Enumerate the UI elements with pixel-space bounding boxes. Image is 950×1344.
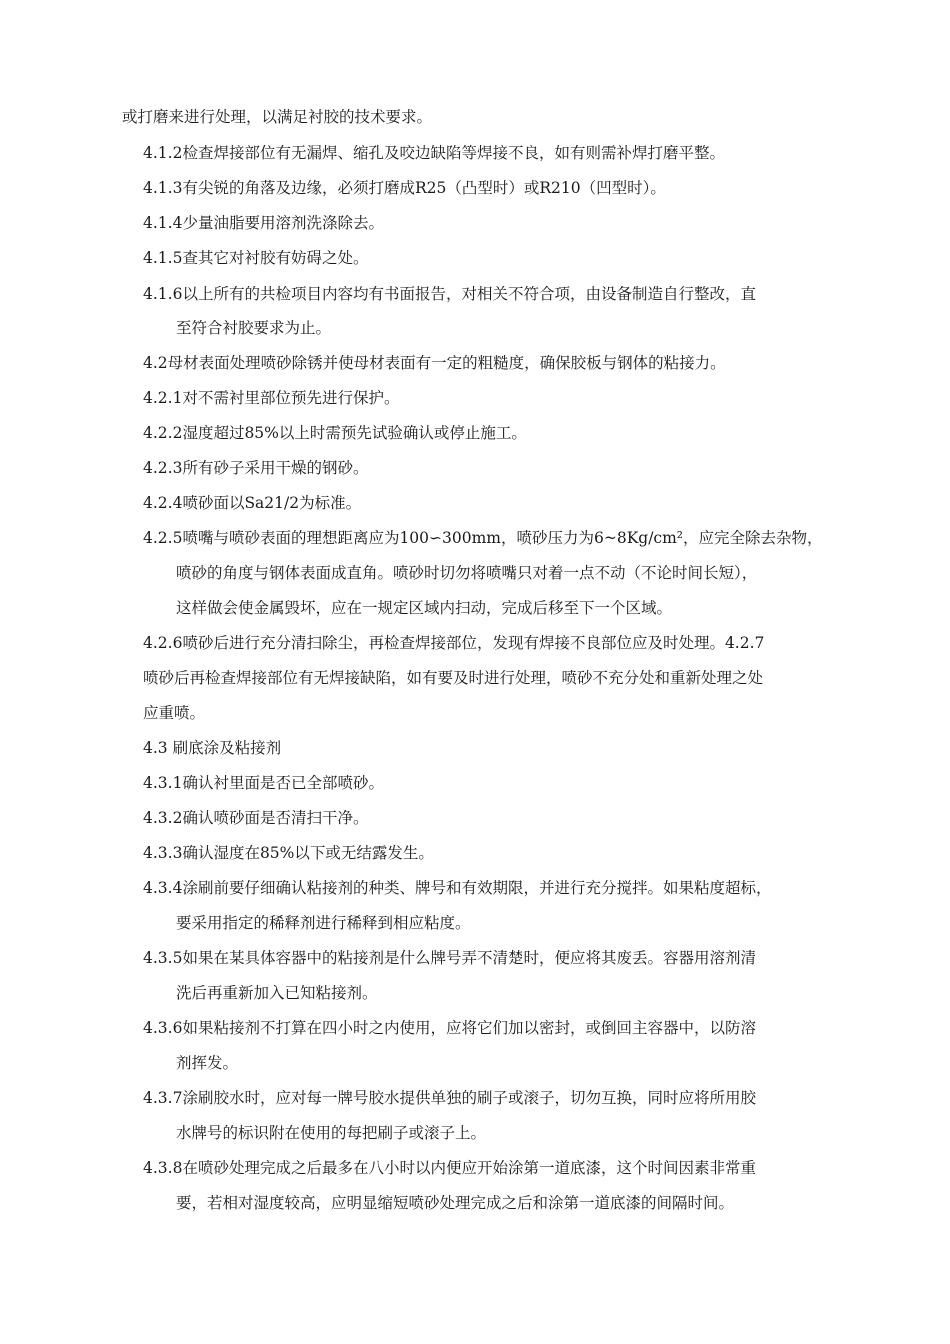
text-line: 4.2.6喷砂后进行充分清扫除尘，再检查焊接部位，发现有焊接不良部位应及时处理。4.2.7 xyxy=(143,634,765,652)
text-line: 喷砂后再检查焊接部位有无焊接缺陷，如有要及时进行处理，喷砂不充分处和重新处理之处 xyxy=(143,669,764,687)
text-line: 要采用指定的稀释剂进行稀释到相应粘度。 xyxy=(176,914,471,932)
text-line: 4.3.4涂刷前要仔细确认粘接剂的种类、牌号和有效期限，并进行充分搅拌。如果粘度超标， xyxy=(143,879,772,897)
text-line: 4.3.3确认湿度在85%以下或无结露发生。 xyxy=(143,844,434,862)
text-line: 或打磨来进行处理，以满足衬胶的技术要求。 xyxy=(122,108,433,126)
text-line: 4.1.3有尖锐的角落及边缘，必须打磨成R25（凸型时）或R210（凹型时）。 xyxy=(143,179,666,197)
text-line: 喷砂的角度与钢体表面成直角。喷砂时切勿将喷嘴只对着一点不动（不论时间长短）， xyxy=(176,564,758,582)
text-line: 4.1.4少量油脂要用溶剂洗涤除去。 xyxy=(143,214,384,232)
text-line: 4.1.5查其它对衬胶有妨碍之处。 xyxy=(143,249,369,267)
section-heading: 4.3 刷底涂及粘接剂 xyxy=(143,739,282,757)
text-line: 至符合衬胶要求为止。 xyxy=(176,319,332,337)
text-line: 4.1.2检查焊接部位有无漏焊、缩孔及咬边缺陷等焊接不良，如有则需补焊打磨平整。 xyxy=(143,144,725,162)
text-line: 4.2.3所有砂子采用干燥的钢砂。 xyxy=(143,459,369,477)
text-line: 应重喷。 xyxy=(143,704,206,722)
text-line: 4.3.1确认衬里面是否已全部喷砂。 xyxy=(143,774,384,792)
text-line: 4.2.5喷嘴与喷砂表面的理想距离应为100∽300mm，喷砂压力为6~8Kg/cm²，应完全除去杂物， xyxy=(143,529,823,547)
text-line: 4.2.2湿度超过85%以上时需预先试验确认或停止施工。 xyxy=(143,424,527,442)
text-line: 4.2母材表面处理喷砂除锈并使母材表面有一定的粗糙度，确保胶板与钢体的粘接力。 xyxy=(143,354,726,372)
text-line: 洗后再重新加入已知粘接剂。 xyxy=(176,984,378,1002)
text-line: 要，若相对湿度较高，应明显缩短喷砂处理完成之后和涂第一道底漆的间隔时间。 xyxy=(176,1194,735,1212)
text-line: 4.1.6以上所有的共检项目内容均有书面报告，对相关不符合项，由设备制造自行整改，直 xyxy=(143,285,756,303)
text-line: 4.3.6如果粘接剂不打算在四小时之内使用，应将它们加以密封，或倒回主容器中，以防溶 xyxy=(143,1019,756,1037)
text-line: 4.3.2确认喷砂面是否清扫干净。 xyxy=(143,809,369,827)
text-line: 4.3.8在喷砂处理完成之后最多在八小时以内便应开始涂第一道底漆，这个时间因素非常重 xyxy=(143,1159,756,1177)
text-line: 4.3.7涂刷胶水时，应对每一牌号胶水提供单独的刷子或滚子，切勿互换，同时应将所用胶 xyxy=(143,1089,756,1107)
text-line: 剂挥发。 xyxy=(176,1054,239,1072)
text-line: 4.2.1对不需衬里部位预先进行保护。 xyxy=(143,389,400,407)
text-line: 水牌号的标识附在使用的每把刷子或滚子上。 xyxy=(176,1124,487,1142)
text-line: 这样做会使金属毁坏，应在一规定区域内扫动，完成后移至下一个区域。 xyxy=(176,599,673,617)
text-line: 4.2.4喷砂面以Sa21/2为标准。 xyxy=(143,494,362,512)
text-line: 4.3.5如果在某具体容器中的粘接剂是什么牌号弄不清楚时，便应将其废丢。容器用溶剂清 xyxy=(143,949,756,967)
